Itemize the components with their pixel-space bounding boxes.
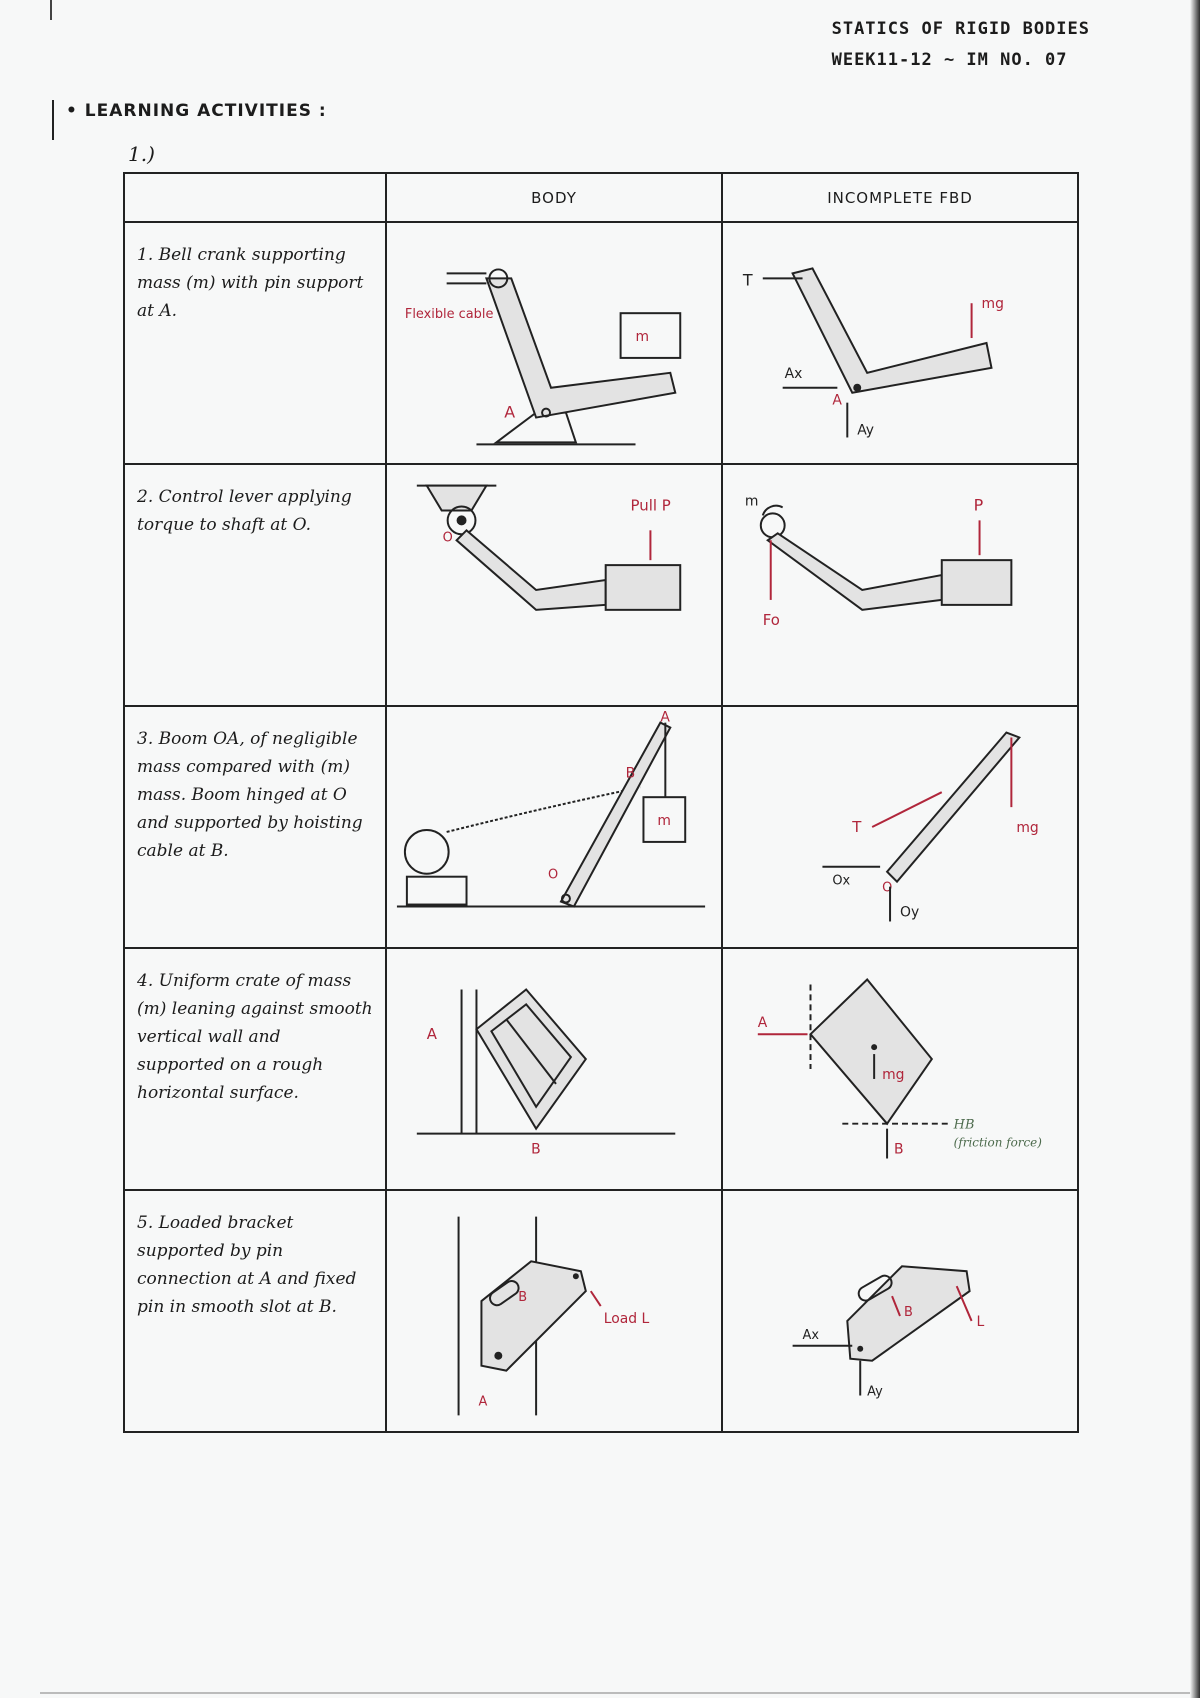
fbd-ay-label: Ay — [867, 1384, 883, 1400]
body-floor-point-label: B — [531, 1141, 541, 1158]
table-row — [124, 706, 1078, 948]
fbd-normal-label: B — [894, 1141, 904, 1158]
fbd-table — [123, 172, 1079, 1433]
body-shaft-label: O — [442, 530, 453, 546]
bell-crank-body-sketch — [387, 223, 721, 463]
body-tip-label: A — [660, 709, 670, 726]
margin-tick — [50, 0, 52, 20]
row-description: 3. Boom OA, of negligible mass compared with (m) mass. Boom hinged at O and supported by hoisting cable at B. — [137, 729, 363, 861]
body-slot-pin-label: B — [518, 1290, 528, 1306]
fbd-moment-label: m — [744, 493, 759, 510]
fbd-slot-force-label: B — [903, 1304, 913, 1320]
page-header — [832, 14, 1090, 76]
table-row — [124, 1190, 1078, 1432]
crate-fbd-sketch — [723, 949, 1077, 1189]
body-cable-point-label: B — [625, 765, 636, 782]
page-bottom-edge — [40, 1692, 1190, 1694]
table-row — [124, 464, 1078, 706]
col-header-fbd: INCOMPLETE FBD — [722, 173, 1078, 222]
boom-fbd-sketch — [723, 707, 1077, 947]
fbd-friction-note: (friction force) — [953, 1135, 1042, 1150]
body-mass-label: m — [657, 813, 671, 830]
fbd-force-p-label: P — [973, 495, 984, 515]
body-mass-label: m — [635, 329, 650, 346]
fbd-oy-label: Oy — [900, 904, 920, 921]
fbd-weight-label: mg — [1016, 819, 1039, 836]
fbd-ax-label: Ax — [784, 365, 803, 382]
margin-line — [52, 100, 54, 140]
fbd-ax-label: Ax — [802, 1327, 820, 1343]
fbd-pin-label: A — [832, 392, 842, 409]
control-lever-body-sketch — [387, 465, 721, 705]
fbd-ox-label: Ox — [832, 873, 851, 889]
boom-body-sketch — [387, 707, 721, 947]
section-title: • LEARNING ACTIVITIES : — [66, 101, 327, 121]
fbd-ay-label: Ay — [857, 422, 875, 439]
table-header-row — [124, 173, 1078, 222]
row-description: 4. Uniform crate of mass (m) leaning against smooth vertical wall and supported on a rough horizontal surface. — [137, 971, 373, 1103]
fbd-weight-label: mg — [882, 1066, 905, 1083]
fbd-weight-label: mg — [981, 296, 1004, 313]
row-description: 1. Bell crank supporting mass (m) with pin support at A. — [137, 245, 364, 321]
table-row — [124, 222, 1078, 464]
crate-body-sketch — [387, 949, 721, 1189]
body-wall-point-label: A — [426, 1025, 437, 1044]
fbd-tension-label: T — [742, 270, 753, 290]
header-week: WEEK11-12 ~ IM NO. 07 — [831, 50, 1068, 70]
fbd-friction-label: HB — [953, 1117, 975, 1133]
body-pin-label: A — [504, 402, 516, 422]
fbd-force-o-label: Fo — [762, 610, 780, 629]
page-edge-shadow — [1190, 0, 1200, 1698]
row-description: 5. Loaded bracket supported by pin connection at A and fixed pin in smooth slot at B. — [137, 1213, 357, 1317]
body-cable-label: Flexible cable — [404, 307, 494, 323]
fbd-wall-force-label: A — [757, 1015, 768, 1032]
fbd-load-label: L — [976, 1313, 985, 1330]
bell-crank-fbd-sketch — [723, 223, 1077, 463]
fbd-tension-label: T — [852, 817, 862, 836]
control-lever-fbd-sketch — [723, 465, 1077, 705]
fbd-hinge-label: O — [882, 880, 893, 896]
row-description: 2. Control lever applying torque to shaft at O. — [137, 487, 352, 535]
body-pull-label: Pull P — [630, 496, 671, 515]
item-number: 1.) — [128, 142, 155, 166]
body-hinge-label: O — [548, 867, 559, 883]
col-header-description — [124, 173, 386, 222]
bracket-fbd-sketch — [723, 1191, 1077, 1431]
body-pin-label: A — [478, 1394, 488, 1410]
header-course: STATICS OF RIGID BODIES — [831, 19, 1090, 39]
col-header-body: BODY — [386, 173, 722, 222]
table-row — [124, 948, 1078, 1190]
bracket-body-sketch — [387, 1191, 721, 1431]
body-load-label: Load L — [603, 1310, 650, 1327]
